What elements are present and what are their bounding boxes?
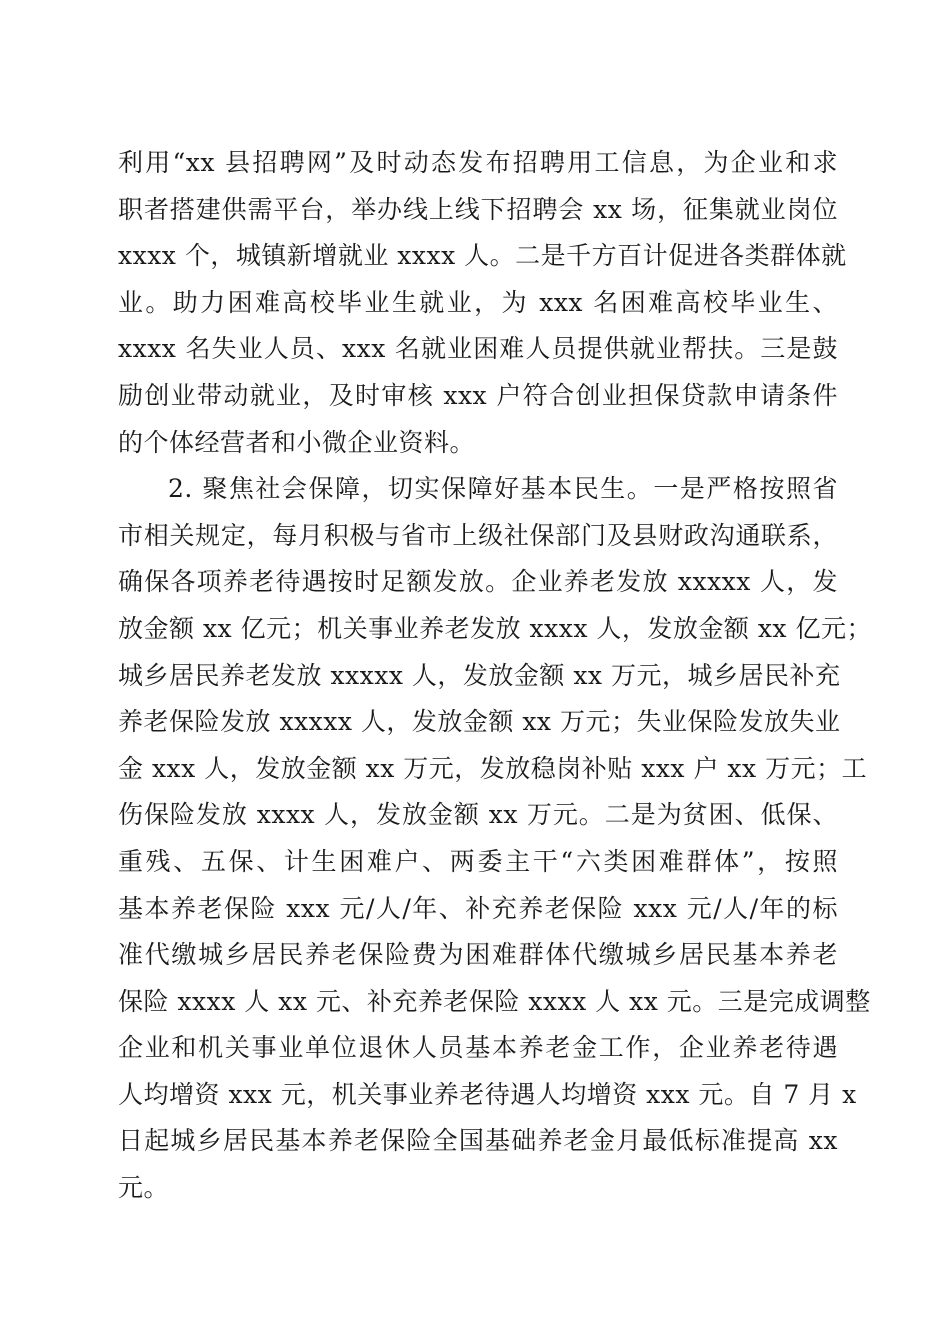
text-line: 的个体经营者和小微企业资料。 [118,427,476,457]
text-line: xxxx 名失业人员、xxx 名就业困难人员提供就业帮扶。三是鼓 [118,334,838,364]
paragraph-social-security [118,466,872,1212]
text-line: 保险 xxxx 人 xx 元、补充养老保险 xxxx 人 xx 元。三是完成调整 [118,986,871,1016]
text-line: 养老保险发放 xxxxx 人，发放金额 xx 万元；失业保险发放失业 [118,707,841,737]
paragraph-employment [118,140,847,466]
text-line: 励创业带动就业，及时审核 xxx 户符合创业担保贷款申请条件 [118,380,838,410]
text-line: xxxx 个，城镇新增就业 xxxx 人。二是千方百计促进各类群体就 [118,241,847,271]
text-line: 城乡居民养老发放 xxxxx 人，发放金额 xx 万元，城乡居民补充 [118,660,841,690]
text-line: 元。 [118,1173,170,1203]
text-line: 重残、五保、计生困难户、两委主干“六类困难群体”，按照 [118,846,838,876]
text-line: 2. 聚焦社会保障，切实保障好基本民生。一是严格按照省 [168,474,838,504]
text-line: 企业和机关事业单位退休人员基本养老金工作，企业养老待遇 [118,1033,838,1063]
text-line: 确保各项养老待遇按时足额发放。企业养老发放 xxxxx 人，发 [118,567,838,597]
text-line: 利用“xx 县招聘网”及时动态发布招聘用工信息，为企业和求 [118,148,838,177]
text-line: 业。助力困难高校毕业生就业，为 xxx 名困难高校毕业生、 [118,287,838,317]
text-line: 人均增资 xxx 元，机关事业养老待遇人均增资 xxx 元。自 7 月 x [118,1079,857,1109]
text-line: 基本养老保险 xxx 元/人/年、补充养老保险 xxx 元/人/年的标 [118,893,838,923]
text-line: 日起城乡居民基本养老保险全国基础养老金月最低标准提高 xx [118,1126,838,1156]
text-line: 市相关规定，每月积极与省市上级社保部门及县财政沟通联系， [118,520,838,550]
text-line: 伤保险发放 xxxx 人，发放金额 xx 万元。二是为贫困、低保、 [118,800,838,830]
text-line: 准代缴城乡居民养老保险费为困难群体代缴城乡居民基本养老 [118,940,838,970]
text-line: 职者搭建供需平台，举办线上线下招聘会 xx 场，征集就业岗位 [118,194,838,224]
text-line: 放金额 xx 亿元；机关事业养老发放 xxxx 人，发放金额 xx 亿元； [118,613,872,643]
document-body [118,140,872,1212]
text-line: 金 xxx 人，发放金额 xx 万元，发放稳岗补贴 xxx 户 xx 万元；工 [118,753,868,783]
